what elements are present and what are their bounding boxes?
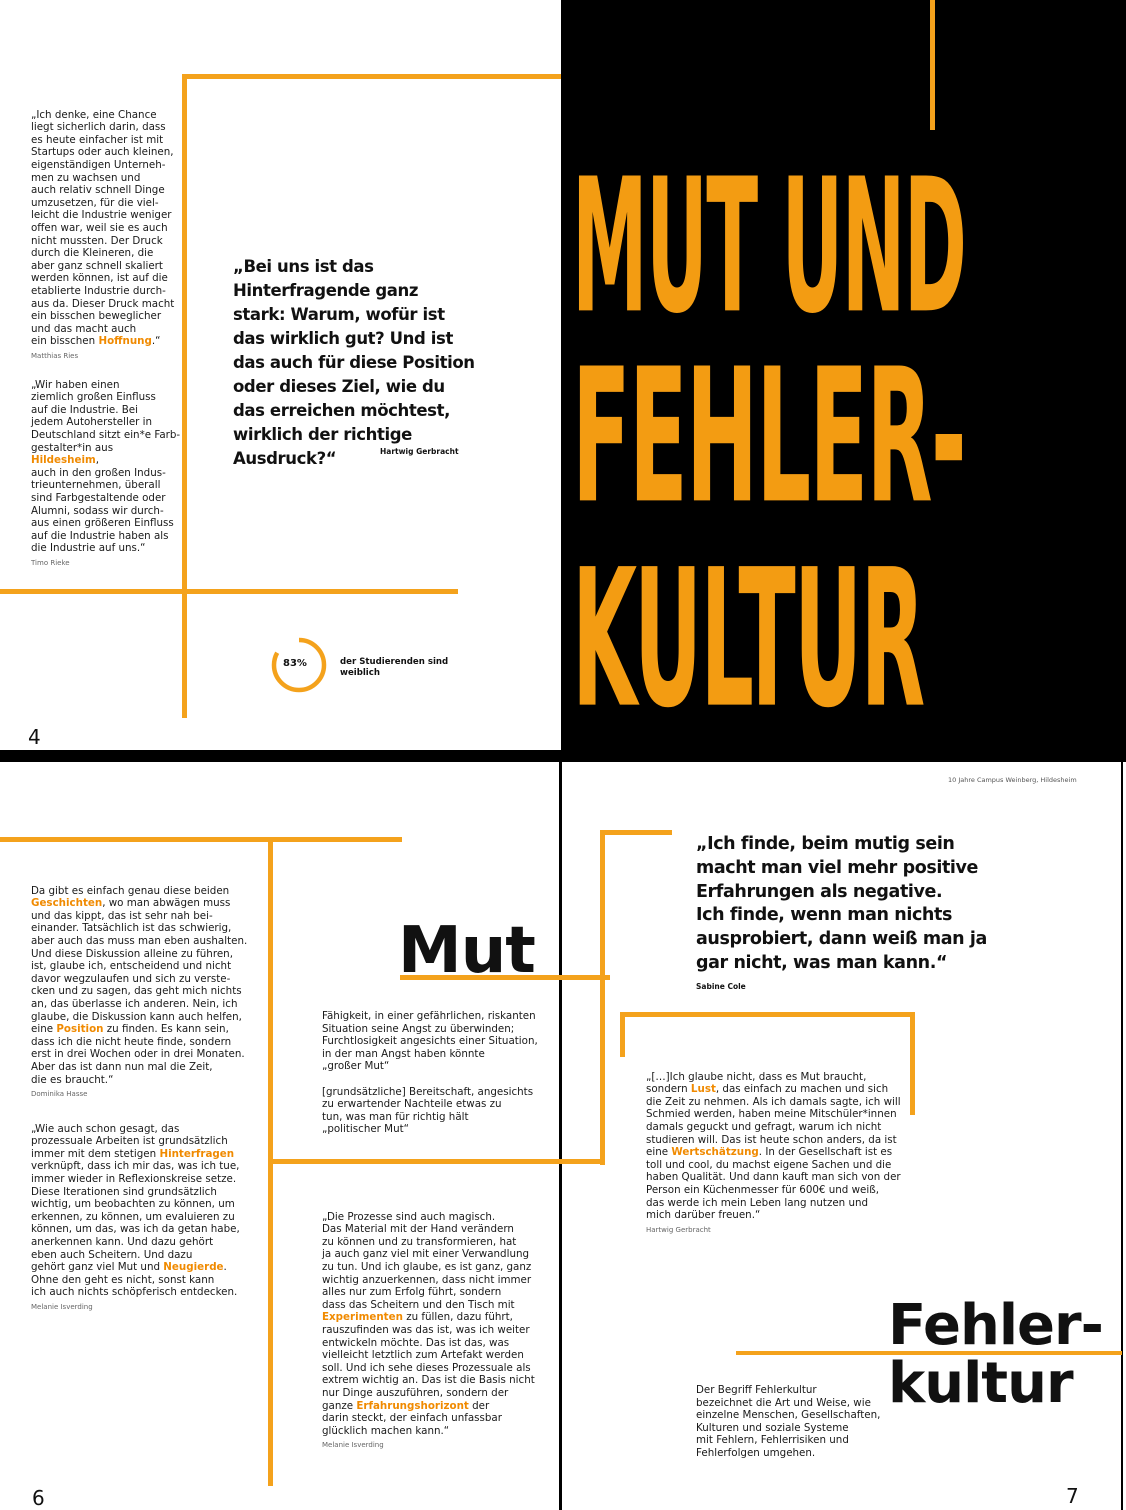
highlight-word: Hinterfragen bbox=[159, 1147, 235, 1160]
page-number-4: 4 bbox=[28, 725, 41, 749]
highlight-word: Hildesheim bbox=[31, 454, 96, 467]
running-header: 10 Jahre Campus Weinberg, Hildesheim bbox=[948, 776, 1077, 784]
quote-text: „Die Prozesse sind auch magisch. Das Material mit der Hand verändern zu können und zu transformieren, hat ja auch ganz viel mit einer Verwandlung zu tun. Und ich glaube, es ist ganz, ganz wichtig anzuerkennen, dass nicht immer alles nur zum Erfolg führt, sondern dass das Scheitern und den Tisch mit bbox=[322, 1210, 532, 1311]
quote-text: . Ohne den geht es nicht, sonst kann ich auch nichts schöpferisch entdecken. bbox=[31, 1261, 238, 1299]
fehlerkultur-definition: Der Begriff Fehlerkultur bezeichnet die Art und Weise, wie einzelne Menschen, Gesellschaften, Kulturen und soziale Systeme mit Fehlern, Fehlerrisiken und Fehlerfolgen umgehen. bbox=[696, 1384, 881, 1459]
rule-poster-vertical-top bbox=[930, 0, 935, 130]
rule-b-right-box-vertical bbox=[910, 1012, 915, 1115]
quote-text: zu finden. Es kann sein, dass ich die nicht heute finde, sondern erst in drei Wochen oder in drei Monaten. Aber das ist dann nun mal die Zeit, die es braucht.“ bbox=[31, 1023, 245, 1086]
quote-author: Matthias Ries bbox=[31, 351, 79, 360]
rule-b-top-left bbox=[0, 837, 402, 842]
frame-right-line bbox=[1121, 762, 1123, 1510]
rule-b-right-mid bbox=[620, 1012, 914, 1017]
quote-text: der darin steckt, der einfach unfassbar glücklich machen kann.“ bbox=[322, 1399, 502, 1437]
quote-author: Melanie Isverding bbox=[322, 1441, 384, 1450]
highlight-word: Wertschätzung bbox=[671, 1146, 759, 1159]
rule-b-mid-horizontal bbox=[268, 1159, 603, 1164]
page-number-7: 7 bbox=[1066, 1484, 1079, 1508]
quote-timo-rieke bbox=[31, 366, 181, 582]
quote-text: „Ich denke, eine Chance liegt sicherlich darin, dass es heute einfacher ist mit Startups oder auch kleinen, eigenständigen Unterneh- men zu wachsen und auch relativ schnell Dinge umzusetzen, für die viel- leicht die Industrie weniger offen war, weil sie es auch nicht mussten. Der Druck durch die Kleineren, die aber ganz schnell skaliert werden können, ist auf die etablierte Industrie durch- aus da. Dieser Druck macht ein bisschen beweglicher und das macht auch ein bisschen bbox=[31, 108, 175, 348]
rule-b-right-vertical bbox=[600, 830, 605, 1165]
page-number-6: 6 bbox=[32, 1486, 45, 1510]
poster-line-1: MUT UND bbox=[572, 138, 966, 355]
rule-left-vertical bbox=[182, 74, 187, 718]
mut-title: Mut bbox=[398, 914, 535, 988]
stat-value: 83% bbox=[283, 658, 307, 669]
quote-text: verknüpft, dass ich mir das, was ich tue, immer wieder in Reflexionskreise setze. Diese Iterationen sind grundsätzlich wichtig, um beobachten zu können, um erkennen, zu können, um evaluieren zu können, um das, was ich da getan habe, anerkennen kann. Und dazu gehört eben auch Scheitern. Und dazu gehört ganz viel Mut und bbox=[31, 1160, 240, 1274]
rule-middle-horizontal bbox=[0, 589, 458, 594]
quote-text: zu füllen, dazu führt, rauszufinden was das ist, was ich weiter entwickeln möchte. Das ist das, was vielleicht letztlich zum Artefakt werden soll. Und ich sehe dieses Prozessuale als extrem wichtig an. Das ist die Basis nicht nur Dinge auszuführen, sondern der ganze bbox=[322, 1311, 535, 1412]
rule-b-right-top bbox=[600, 830, 672, 835]
poster-line-2: FEHLER- bbox=[572, 328, 965, 545]
quote-author: Melanie Isverding bbox=[31, 1302, 93, 1311]
quote-text: „Wir haben einen ziemlich großen Einfluss auf die Industrie. Bei jedem Autohersteller in Deutschland sitzt ein*e Farb- gestalter*in aus bbox=[31, 378, 181, 454]
quote-author: Dominika Hasse bbox=[31, 1090, 88, 1099]
quote-hartwig-gerbracht bbox=[646, 1058, 906, 1249]
highlight-word: Erfahrungshorizont bbox=[356, 1399, 469, 1412]
quote-dominika-hasse bbox=[31, 872, 271, 1113]
quote-text: , wo man abwägen muss und das kippt, das ist sehr nah bei- einander. Tatsächlich ist das schwierig, aber auch das muss man eben aushalten. Und diese Diskussion alleine zu führen, ist, glaube ich, entscheidend und nicht davor wegzulaufen und sich zu verste- cken und zu sagen, das geht mich nichts an, das überlasse ich anderen. Nein, ich glaube, die Diskussion kann auch helfen, eine bbox=[31, 897, 248, 1036]
highlight-word: Geschichten bbox=[31, 897, 103, 910]
big-quote-sabine-cole: „Ich finde, beim mutig sein macht man viel mehr positive Erfahrungen als negative. Ich finde, wenn man nichts ausprobiert, dann weiß man ja gar nicht, was man kann.“ bbox=[696, 834, 987, 973]
highlight-word: Position bbox=[56, 1023, 104, 1036]
highlight-word: Lust bbox=[690, 1083, 716, 1096]
quote-text: „[…]Ich glaube nicht, dass es Mut braucht, sondern bbox=[646, 1070, 867, 1096]
quote-text: „Wie auch schon gesagt, das prozessuale Arbeiten ist grundsätzlich immer mit dem stetigen bbox=[31, 1122, 228, 1160]
quote-author: Timo Rieke bbox=[31, 558, 70, 567]
highlight-word: Experimenten bbox=[322, 1311, 403, 1324]
big-quote-author: Sabine Cole bbox=[696, 982, 746, 991]
quote-text: , das einfach zu machen und sich die Zeit zu nehmen. Als ich damals sagte, ich will Schmied werden, haben meine Mitschüler*innen damals geguckt und gefragt, warum ich nicht studieren will. Das ist heute schon anders, da ist eine bbox=[646, 1083, 901, 1159]
quote-text-end: .“ bbox=[151, 335, 161, 348]
quote-melanie-isverding-1 bbox=[31, 1110, 271, 1326]
quote-text: Da gibt es einfach genau diese beiden bbox=[31, 884, 230, 897]
spread-separator bbox=[0, 750, 1126, 762]
highlight-word: Hoffnung bbox=[98, 335, 152, 348]
quote-text-end: , auch in den großen Indus- trieunternehmen, überall sind Farbgestaltende oder Alumni, sodass wir durch- aus einen größeren Einfluss auf die Industrie haben als die Industrie auf uns.“ bbox=[31, 454, 174, 555]
page-gutter-line bbox=[559, 762, 562, 1510]
rule-b-right-mid-vertical bbox=[620, 1012, 625, 1057]
poster-line-3: KULTUR bbox=[572, 527, 924, 751]
fehlerkultur-title: Fehler- kultur bbox=[888, 1293, 1103, 1416]
stat-label: der Studierenden sind weiblich bbox=[340, 657, 449, 678]
quote-text: . In der Gesellschaft ist es toll und cool, du machst eigene Sachen und die haben Qualität. Und dann kauft man sich von der Person ein Küchenmesser für 600€ und weiß, das werde ich mein Leben lang nutzen und mich darüber freuen.“ bbox=[646, 1146, 901, 1222]
highlight-word: Neugierde bbox=[163, 1261, 224, 1274]
quote-matthias-ries bbox=[31, 96, 181, 375]
center-quote-author: Hartwig Gerbracht bbox=[380, 447, 459, 456]
quote-author: Hartwig Gerbracht bbox=[646, 1225, 711, 1234]
center-quote-text: „Bei uns ist das Hinterfragende ganz stark: Warum, wofür ist das wirklich gut? Und ist das auch für diese Position oder dieses Ziel, wie du das erreichen möchtest, wirklich der richtige Ausdruck?“ bbox=[233, 257, 475, 468]
mut-definition: Fähigkeit, in einer gefährlichen, riskanten Situation seine Angst zu überwinden; Furchtlosigkeit angesichts einer Situation, in der man Angst haben könnte „großer Mut“ [grundsätzliche] Bereitschaft, angesichts zu erwartender Nachteile etwas zu tun, was man für richtig hält „politischer Mut“ bbox=[322, 1010, 538, 1136]
center-quote bbox=[233, 231, 493, 471]
quote-melanie-isverding-2 bbox=[322, 1198, 557, 1464]
